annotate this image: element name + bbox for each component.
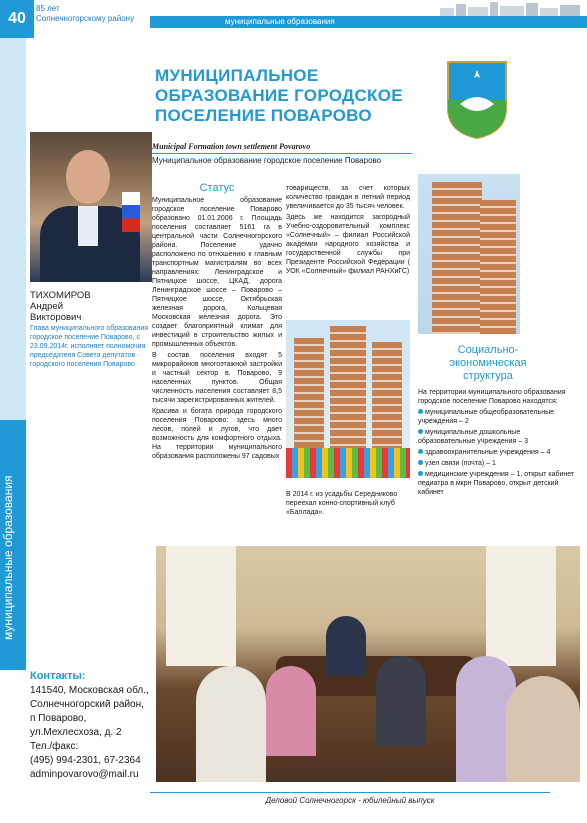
contacts-block <box>30 684 156 782</box>
social-intro: На территории муниципального образования городское поселение Поварово находятся: <box>418 389 566 405</box>
social-heading-line1: Социально- <box>457 344 519 356</box>
person-name <box>30 290 91 323</box>
anniversary-line1: 85 лет <box>36 4 60 13</box>
bullet-icon <box>418 471 423 476</box>
person-first-name: Андрей <box>30 301 63 312</box>
contact-line: 141540, Московская обл., <box>30 685 149 696</box>
coat-of-arms-icon <box>446 60 508 140</box>
social-heading <box>418 344 558 383</box>
column3-paragraph: Здесь же находится загородный Учебно-оздоровительный комплекс «Солнечный» – филиал Российской академии народного хозяйства и государственной службы при Президенте Российской Федерации ( УОК «Солнечный» филиал РАНХиГС) <box>286 214 410 275</box>
apartment-building-photo <box>286 320 410 478</box>
top-bar <box>0 0 587 38</box>
contacts-heading: Контакты: <box>30 670 86 682</box>
status-column <box>152 196 282 463</box>
side-label: муниципальные образования <box>1 475 15 640</box>
list-item-text: муниципальные общеобразовательные учреждения – 2 <box>418 409 555 425</box>
list-item-text: муниципальные дошкольные образовательные учреждения – 3 <box>418 429 529 445</box>
contact-line: Тел./факс: <box>30 741 79 752</box>
header-stripe <box>150 16 587 28</box>
english-subtitle: Municipal Formation town settlement Povarovo <box>152 142 311 151</box>
status-heading: Статус <box>199 182 235 194</box>
social-heading-line2: экономическая <box>449 357 527 369</box>
page-title: МУНИЦИПАЛЬНОЕ ОБРАЗОВАНИЕ ГОРОДСКОЕ ПОСЕЛЕНИЕ ПОВАРОВО <box>155 66 403 125</box>
list-item-text: узел связи (почта) – 1 <box>425 460 496 467</box>
meeting-photo <box>156 546 580 782</box>
high-rise-photo <box>418 174 520 334</box>
status-paragraph: В состав поселения входят 5 микрорайонов многоэтажной застройки и частный сектор в. Поварово, 9 населенных пунктов. Общая численность населения составляет 8,5 тысячи зарегистрированных жителей. <box>152 352 282 404</box>
list-item <box>418 459 578 468</box>
skyline-icon <box>440 2 580 16</box>
person-patronymic: Викторович <box>30 312 82 323</box>
footer-text: Деловой Солнечногорск - юбилейный выпуск <box>265 796 435 805</box>
portrait-photo <box>30 132 152 282</box>
person-bio: Глава муниципального образования городское поселение Поварово, с 23.09.2014г. исполняет полномочия председателя Совета депутатов городского поселения Поварово <box>30 325 149 368</box>
intro-line: Муниципальное образование городское поселение Поварово <box>152 156 382 165</box>
email-link[interactable]: adminpovarovo@mail.ru <box>30 769 139 780</box>
footer-divider <box>150 792 550 793</box>
status-paragraph: Муниципальное образование городское поселение Поварово образовано 01.01.2006 г. Площадь поселения составляет 5161 га в центральной части Солнечногорского района. Поселение удачно расположено по отношению к главным транспортным магистралям во всех направлениях: Ленинградское и Пятницкое шоссе, ЦКАД, дорога Ленинградское шоссе – Поварово – Пятницкое шоссе, Октябрьская железная дорога, Кольцевая Московская железная дорога. Это создает благоприятный климат для инвестиций в строительство жилых и промышленных объектов. <box>152 197 282 348</box>
photo-caption: В 2014 г. из усадьбы Середниково переехал конно-спортивный клуб «Баллада». <box>286 491 398 516</box>
social-list <box>418 388 578 497</box>
list-item <box>418 448 578 457</box>
bullet-icon <box>418 449 423 454</box>
anniversary-line2: Солнечногорскому району <box>36 14 135 23</box>
column3-text <box>286 184 410 278</box>
list-item-text: медицинские учреждения – 1, открыт кабинет педиатра в мкрн Поварово, открыт детский кабинет <box>418 471 575 496</box>
contact-line: ул.Мехлесхоза, д. 2 <box>30 727 122 738</box>
contact-line: п Поварово, <box>30 713 87 724</box>
bullet-icon <box>418 409 423 414</box>
bullet-icon <box>418 429 423 434</box>
list-item <box>418 428 578 446</box>
social-heading-line3: структура <box>463 370 513 382</box>
status-paragraph: Красива и богата природа городского поселения Поварово: здесь много лесов, полей и лугов, что дает возможность для комфортного отдыха. На территории муниципального образования расположены 97 садовых <box>152 408 282 460</box>
contact-line: Солнечногорский район, <box>30 699 144 710</box>
section-label: муниципальные образования <box>225 17 335 26</box>
column3-paragraph: товариществ, за счет которых количество граждан в летний период увеличивается до 35 тысяч человек. <box>286 185 410 210</box>
list-item-text: здравоохранительные учреждения – 4 <box>425 449 551 456</box>
anniversary-label <box>36 4 134 24</box>
contact-line: (495) 994-2301, 67-2364 <box>30 755 141 766</box>
bullet-icon <box>418 460 423 465</box>
subtitle-divider <box>152 153 412 154</box>
list-item <box>418 470 578 497</box>
page-number: 40 <box>0 0 34 38</box>
list-item <box>418 408 578 426</box>
person-surname: ТИХОМИРОВ <box>30 290 91 301</box>
